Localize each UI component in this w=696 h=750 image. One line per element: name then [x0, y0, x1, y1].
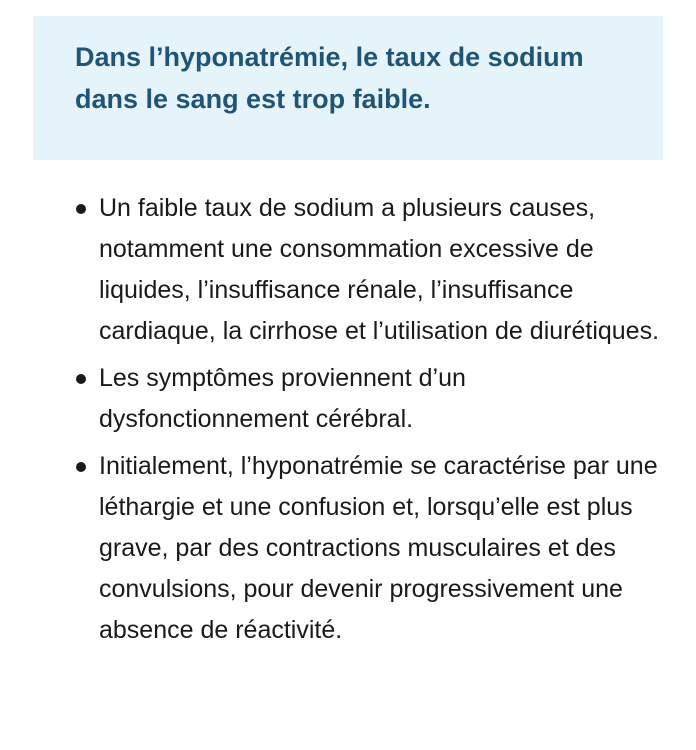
list-item-text: Initialement, l’hyponatrémie se caractérise par une léthargie et une confusion et, lorsqu’elle est plus grave, par des contractions musculaires et des convulsions, pour devenir progressivement une absence de réactivité.	[99, 452, 658, 644]
list-item	[76, 358, 666, 440]
bullet-icon	[76, 204, 86, 214]
bullet-icon	[76, 462, 86, 472]
list-item-text: Les symptômes proviennent d’un dysfonctionnement cérébral.	[99, 364, 466, 433]
list-item	[76, 188, 666, 352]
list-item	[76, 446, 666, 651]
summary-callout	[33, 16, 663, 160]
callout-text: Dans l’hyponatrémie, le taux de sodium dans le sang est trop faible.	[75, 42, 584, 114]
key-points-list	[76, 188, 666, 657]
list-item-text: Un faible taux de sodium a plusieurs causes, notamment une consommation excessive de liquides, l’insuffisance rénale, l’insuffisance cardiaque, la cirrhose et l’utilisation de diurétiques.	[99, 194, 660, 345]
bullet-icon	[76, 374, 86, 384]
